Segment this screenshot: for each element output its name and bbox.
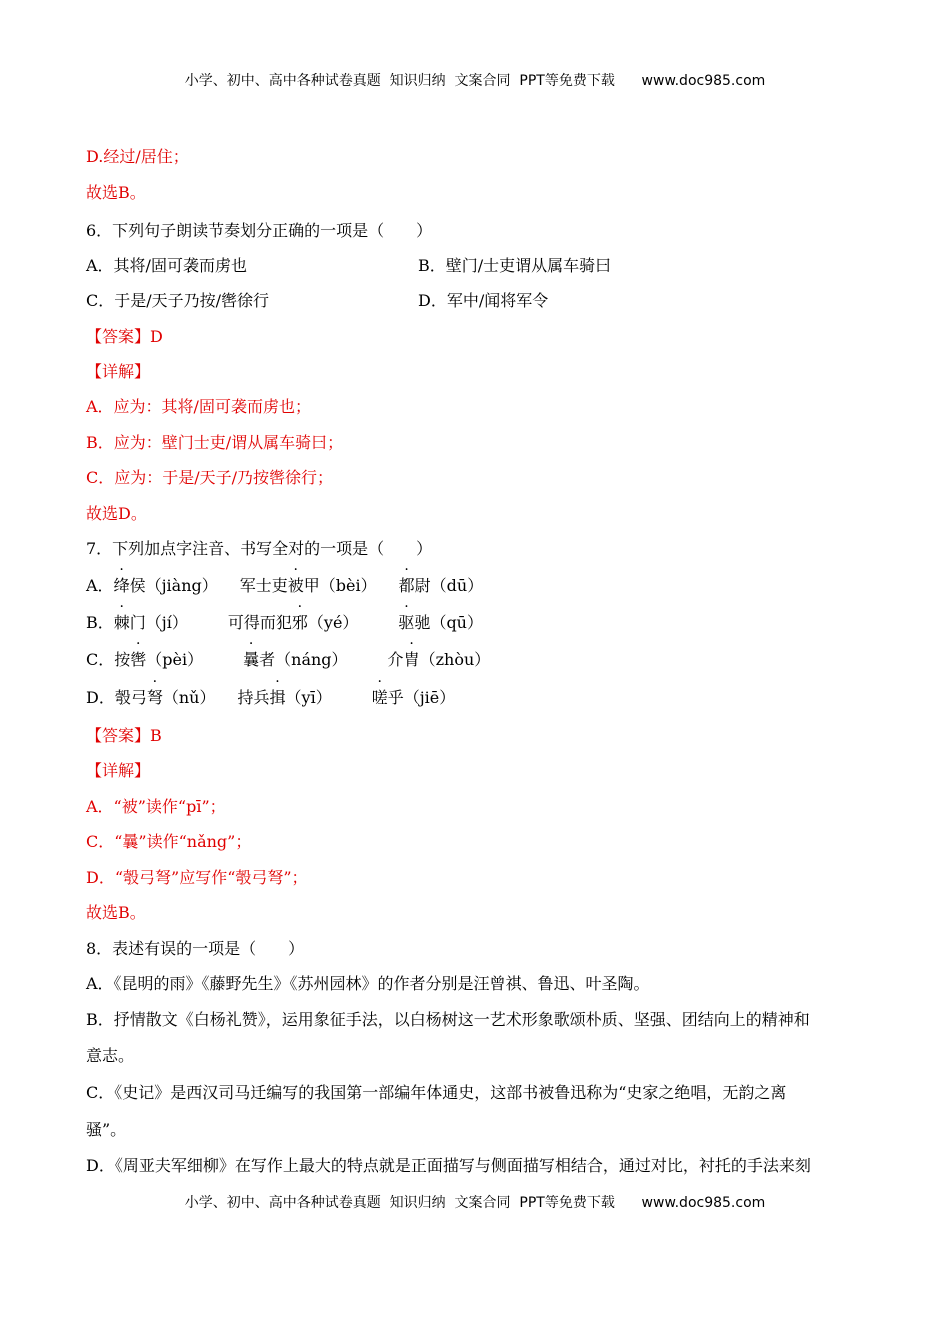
q6-option-a: A．其将/固可袭而虏也: [86, 256, 247, 275]
q6-conclusion: 故选D。: [86, 504, 147, 523]
word-3: 都尉（dū）: [398, 576, 484, 595]
option-label: B．: [86, 613, 114, 632]
word-1: 棘门（jí）: [113, 613, 188, 632]
q8-option-d-line1: D．《周亚夫军细柳》在写作上最大的特点就是正面描写与侧面描写相结合，通过对比，衬托的手法来刻: [86, 1156, 811, 1175]
q7-detail-heading: 【详解】: [86, 761, 151, 780]
word-3: 嗟乎（jiē）: [371, 688, 456, 707]
q8-option-b-line1: B．抒情散文《白杨礼赞》，运用象征手法，以白杨树这一艺术形象歌颂朴质、坚强、团结向上的精神和: [86, 1010, 810, 1029]
q7-explanation-d: D．“彀弓弩”应写作“彀弓弩”；: [86, 868, 308, 887]
q7-option-a: [86, 575, 483, 597]
q7-stem: 7．下列加点字注音、书写全对的一项是（ ）: [86, 539, 433, 558]
word-3: 介胄（zhòu）: [387, 650, 491, 669]
page-header: 小学、初中、高中各种试卷真题 知识归纳 文案合同 PPT等免费下载 www.doc985.com: [184, 73, 766, 89]
q6-explanation-c: C．应为：于是/天子/乃按辔徐行；: [86, 468, 334, 487]
word-2: 军士吏被甲（bèi）: [239, 576, 377, 595]
q6-option-c: C．于是/天子乃按/辔徐行: [86, 291, 270, 310]
q8-option-b-line2: 意志。: [86, 1046, 135, 1065]
prev-option-d: D.经过/居住；: [86, 147, 189, 166]
q6-option-b: B．壁门/士吏谓从属车骑曰: [418, 256, 612, 275]
option-label: D．: [86, 688, 115, 707]
q8-option-a: A．《昆明的雨》《藤野先生》《苏州园林》的作者分别是汪曾祺、鲁迅、叶圣陶。: [86, 974, 650, 993]
q6-detail-heading: 【详解】: [86, 362, 151, 381]
word-2: 持兵揖（yī）: [237, 688, 332, 707]
q7-answer: 【答案】B: [86, 726, 162, 745]
q6-option-d: D．军中/闻将军令: [418, 291, 549, 310]
q6-stem: 6．下列句子朗读节奏划分正确的一项是（ ）: [86, 221, 433, 240]
q7-explanation-c: C．“曩”读作“nǎng”；: [86, 832, 252, 851]
word-1: 按辔（pèi）: [114, 650, 204, 669]
word-2: 可得而犯邪（yé）: [227, 613, 359, 632]
q6-explanation-a: A．应为：其将/固可袭而虏也；: [86, 397, 311, 416]
word-2: 曩者（náng）: [243, 650, 348, 669]
q8-option-c-line2: 骚”。: [86, 1120, 127, 1139]
q7-option-b: [86, 612, 483, 634]
word-3: 驱驰（qū）: [398, 613, 483, 632]
page-footer: 小学、初中、高中各种试卷真题 知识归纳 文案合同 PPT等免费下载 www.doc985.com: [184, 1195, 766, 1211]
q6-explanation-b: B．应为：壁门士吏/谓从属车骑曰；: [86, 433, 344, 452]
q8-option-c-line1: C．《史记》是西汉司马迁编写的我国第一部编年体通史，这部书被鲁迅称为“史家之绝唱，无韵之离: [86, 1083, 787, 1102]
q7-option-d: [86, 687, 455, 709]
q7-conclusion: 故选B。: [86, 903, 146, 922]
option-label: C．: [86, 650, 115, 669]
q8-stem: 8．表述有误的一项是（ ）: [86, 939, 305, 958]
prev-conclusion: 故选B。: [86, 183, 146, 202]
q6-answer: 【答案】D: [86, 327, 163, 346]
word-1: 彀弓弩（nǔ）: [114, 688, 216, 707]
q7-option-c: [86, 649, 490, 671]
word-1: 绛侯（jiàng）: [113, 576, 218, 595]
option-label: A．: [86, 576, 114, 595]
q7-explanation-a: A．“被”读作“pī”；: [86, 797, 226, 816]
